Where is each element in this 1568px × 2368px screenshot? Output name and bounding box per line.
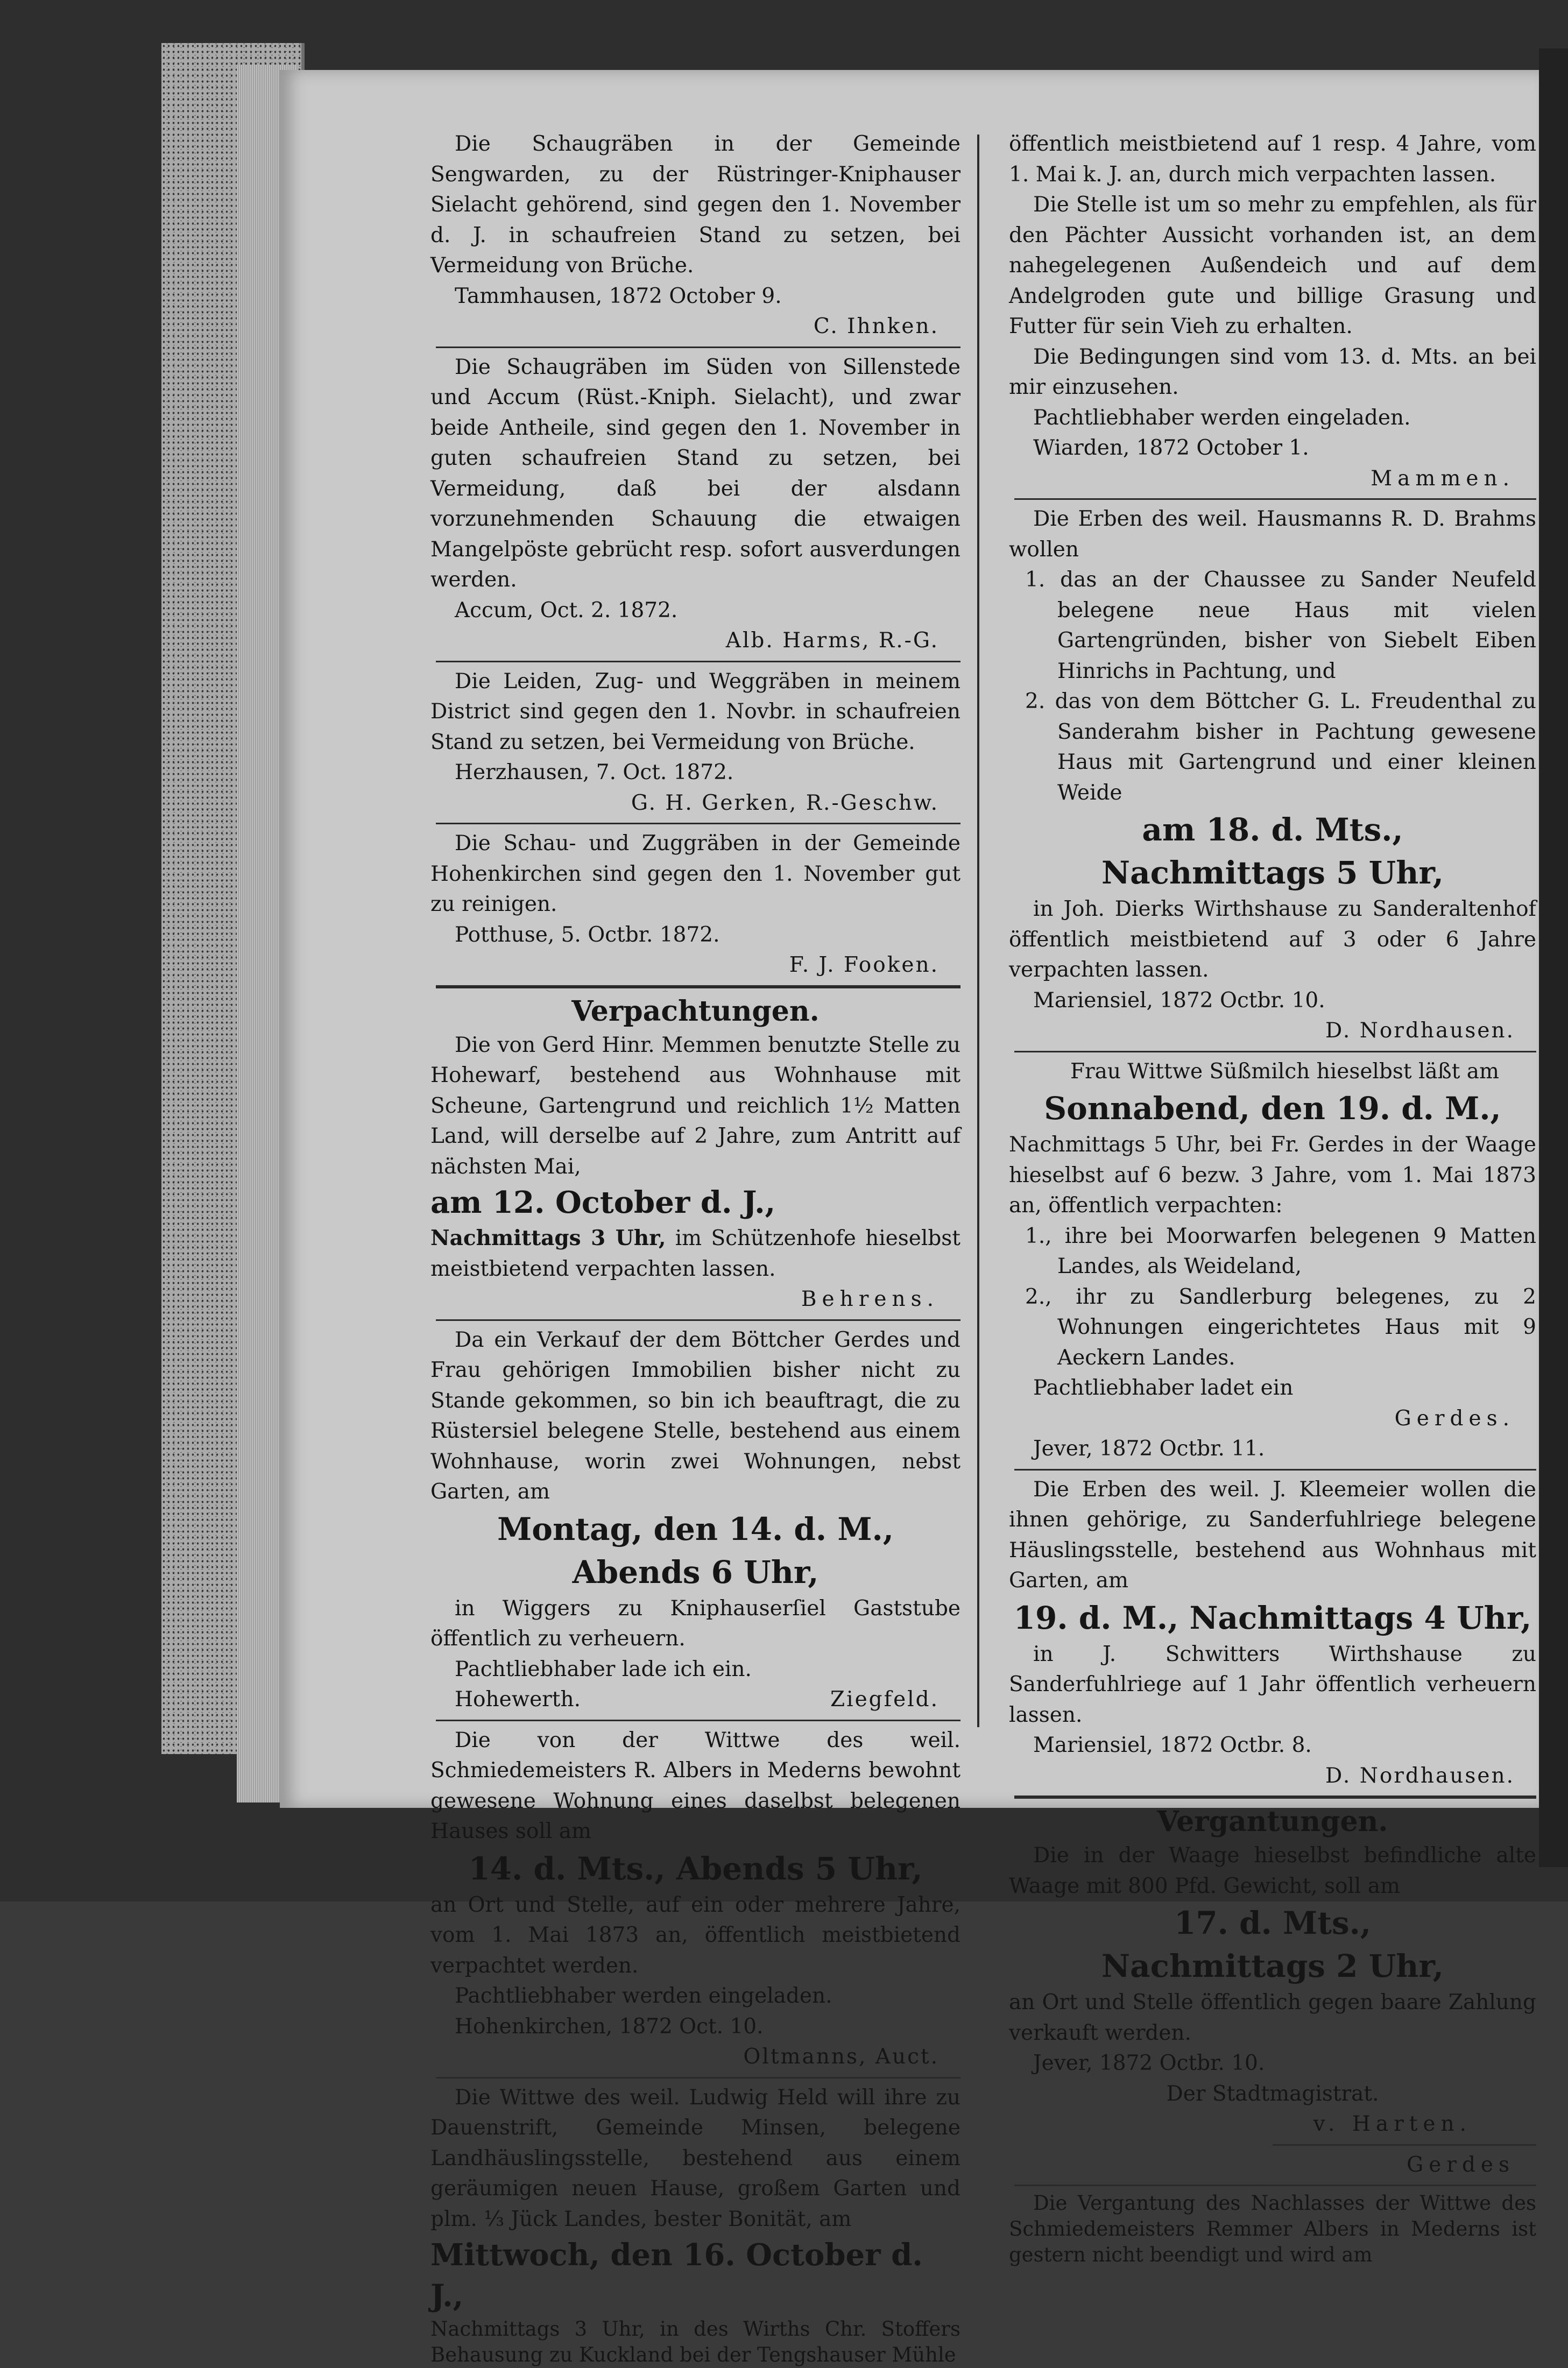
notice-signature: F. J. Fooken. xyxy=(430,950,960,981)
notice-time: Nachmittags 5 Uhr, xyxy=(1009,851,1536,894)
notice-signature: Oltmanns, Auct. xyxy=(430,2042,960,2073)
divider xyxy=(1014,1051,1536,1052)
section-divider xyxy=(436,985,960,988)
right-column xyxy=(1009,129,1536,2268)
divider xyxy=(436,1319,960,1321)
notice-rest: Nachmittags 3 Uhr, in des Wirths Chr. Stoffers Behausung zu Kuckland bei der Tengshauser Mühle xyxy=(430,2316,960,2368)
notice-date: am 18. d. Mts., xyxy=(1009,808,1536,851)
notice-date: am 12. October d. J., xyxy=(430,1182,960,1223)
notice-rest: in Wiggers zu Kniphauserſiel Gaststube öffentlich zu verheuern. xyxy=(430,1594,960,1655)
notice-sengwarden xyxy=(430,129,960,342)
divider xyxy=(1014,2185,1536,2186)
notice-signature: D. Nordhausen. xyxy=(1009,1761,1536,1792)
notice-text: Die Schau- und Zuggräben in der Gemeinde Hohenkirchen sind gegen den 1. November gut zu reinigen. xyxy=(430,829,960,920)
notice-suessmilch xyxy=(1009,1057,1536,1465)
list-item: 1. das an der Chaussee zu Sander Neufeld belegene neue Haus mit vielen Gartengründen, bisher von Siebelt Eiben Hinrichs in Pachtung, und xyxy=(1009,565,1536,687)
notice-place-date: Accum, Oct. 2. 1872. xyxy=(430,596,960,626)
notice-herzhausen xyxy=(430,667,960,819)
notice-time: Nachmittags 3 Uhr, xyxy=(430,1226,666,1250)
notice-text: öffentlich meistbietend auf 1 resp. 4 Jahre, vom 1. Mai k. J. an, durch mich verpachten lassen. xyxy=(1009,129,1536,190)
list-item: 1., ihre bei Moorwarfen belegenen 9 Matten Landes, als Weideland, xyxy=(1009,1221,1536,1282)
notice-rest: in J. Schwitters Wirthshause zu Sanderfuhlriege auf 1 Jahr öffentlich verheuern lassen. xyxy=(1009,1639,1536,1731)
notice-brahms xyxy=(1009,504,1536,1047)
notice-signature: D. Nordhausen. xyxy=(1009,1016,1536,1047)
divider xyxy=(1014,498,1536,500)
notice-signature: Mammen. xyxy=(1009,464,1536,494)
notice-text: Die Vergantung des Nachlasses der Wittwe des Schmiedemeisters Remmer Albers in Mederns ist gestern nicht beendigt und wird am xyxy=(1009,2190,1536,2268)
notice-place-date: Hohenkirchen, 1872 Oct. 10. xyxy=(430,2012,960,2042)
notice-signature: G. H. Gerken, R.-Geschw. xyxy=(430,788,960,819)
notice-date: 17. d. Mts., xyxy=(1009,1902,1536,1945)
list-item: 2., ihr zu Sandlerburg belegenes, zu 2 Wohnungen eingerichtetes Haus mit 9 Aeckern Landes. xyxy=(1009,1282,1536,1374)
notice-signature: Gerdes. xyxy=(1009,1404,1536,1434)
notice-waage xyxy=(1009,1841,1536,2180)
notice-place-date: Hohewerth. xyxy=(455,1685,581,1715)
section-heading-vergantungen: Vergantungen. xyxy=(1009,1803,1536,1841)
notice-authority: Der Stadtmagistrat. xyxy=(1009,2079,1536,2110)
notice-accum xyxy=(430,352,960,656)
notice-wiarden xyxy=(1009,129,1536,494)
notice-date: Mittwoch, den 16. October d. J., xyxy=(430,2235,960,2316)
notice-place-date: Wiarden, 1872 October 1. xyxy=(1009,433,1536,464)
notice-text: Die von Gerd Hinr. Memmen benutzte Stelle zu Hohewarf, bestehend aus Wohnhause mit Scheune, Gartengrund und reichlich 1½ Matten Land, will derselbe auf 2 Jahre, zum Antritt auf nächsten Mai, xyxy=(430,1030,960,1183)
notice-time: Nachmittags 2 Uhr, xyxy=(1009,1945,1536,1988)
notice-place-date: Herzhausen, 7. Oct. 1872. xyxy=(430,758,960,788)
notice-hohewarf xyxy=(430,1030,960,1315)
divider xyxy=(436,2077,960,2079)
divider xyxy=(436,347,960,348)
list-item: 2. das von dem Böttcher G. L. Freudenthal zu Sanderahm bisher in Pachtung gewesene Haus mit Gartengrund und einer kleinen Weide xyxy=(1009,687,1536,808)
notice-invitation: Pachtliebhaber werden eingeladen. xyxy=(1009,403,1536,434)
section-divider xyxy=(1014,1796,1536,1799)
notice-rest: an Ort und Stelle, auf ein oder mehrere Jahre, vom 1. Mai 1873 an, öffentlich meistbietend verpachtet werden. xyxy=(430,1890,960,1982)
notice-signature: v. Harten. xyxy=(1009,2109,1536,2140)
notice-text: Die Erben des weil. Hausmanns R. D. Brahms wollen xyxy=(1009,504,1536,565)
notice-footer xyxy=(430,1685,960,1715)
notice-mederns xyxy=(430,1726,960,2073)
notice-rest: in Joh. Dierks Wirthshause zu Sanderaltenhof öffentlich meistbietend auf 3 oder 6 Jahre verpachten lassen. xyxy=(1009,894,1536,986)
divider xyxy=(436,823,960,824)
notice-place-date: Jever, 1872 Octbr. 11. xyxy=(1009,1434,1536,1465)
notice-time-line xyxy=(430,1223,960,1284)
notice-text: Die Schaugräben im Süden von Sillenstede und Accum (Rüst.-Kniph. Sielacht), und zwar beide Antheile, sind gegen den 1. November in guten schaufreien Stand zu setzen, bei Vermeidung, daß bei der alsdann vorzunehmenden Schauung die etwaigen Mangelpöste gebrücht resp. sofort ausverdungen werden. xyxy=(430,352,960,596)
notice-albers-vergantung xyxy=(1009,2190,1536,2268)
notice-place-date: Jever, 1872 Octbr. 10. xyxy=(1009,2048,1536,2079)
notice-text: Frau Wittwe Süßmilch hieselbst läßt am xyxy=(1009,1057,1536,1087)
notice-signature: C. Ihnken. xyxy=(430,312,960,342)
notice-invitation: Pachtliebhaber ladet ein xyxy=(1009,1373,1536,1404)
notice-date: 14. d. Mts., Abends 5 Uhr, xyxy=(430,1847,960,1890)
notice-text: Die von der Wittwe des weil. Schmiedemeisters R. Albers in Mederns bewohnt gewesene Wohnung eines daselbst belegenen Hauses soll am xyxy=(430,1726,960,1847)
notice-rest: an Ort und Stelle öffentlich gegen baare Zahlung verkauft werden. xyxy=(1009,1988,1536,2048)
notice-dauenstrift xyxy=(430,2083,960,2368)
notice-place-date: Mariensiel, 1872 Octbr. 8. xyxy=(1009,1730,1536,1761)
divider xyxy=(436,661,960,662)
left-column xyxy=(430,129,960,2368)
notice-place-date: Tammhausen, 1872 October 9. xyxy=(430,281,960,312)
notice-invitation: Pachtliebhaber lade ich ein. xyxy=(430,1655,960,1685)
notice-paragraph: Die Bedingungen sind vom 13. d. Mts. an bei mir einzusehen. xyxy=(1009,342,1536,403)
column-divider xyxy=(977,135,979,1727)
divider xyxy=(436,1720,960,1721)
notice-text: Die Leiden, Zug- und Weggräben in meinem District sind gegen den 1. Novbr. in schaufreien Stand zu setzen, bei Vermeidung von Brüche. xyxy=(430,667,960,758)
notice-rest: im Schützenhofe hieselbst meistbietend verpachten lassen. xyxy=(430,1226,960,1281)
short-divider xyxy=(1273,2144,1536,2146)
notice-kleemeier xyxy=(1009,1475,1536,1792)
notice-potthuse xyxy=(430,829,960,981)
notice-place-date: Potthuse, 5. Octbr. 1872. xyxy=(430,920,960,951)
notice-text: Die Wittwe des weil. Ludwig Held will ihre zu Dauenstrift, Gemeinde Minsen, belegene Landhäuslingsstelle, bestehend aus einem geräumigen neuen Hause, großem Garten und plm. ⅓ Jück Landes, bester Bonität, am xyxy=(430,2083,960,2235)
section-heading-verpachtungen: Verpachtungen. xyxy=(430,993,960,1030)
dark-right-edge xyxy=(1539,48,1568,1867)
divider xyxy=(1014,1469,1536,1471)
notice-text: Die Schaugräben in der Gemeinde Sengwarden, zu der Rüstringer-Kniphauser Sielacht gehörend, sind gegen den 1. November d. J. in schaufreien Stand zu setzen, bei Vermeidung von Brüche. xyxy=(430,129,960,281)
notice-date: 19. d. M., Nachmittags 4 Uhr, xyxy=(1009,1596,1536,1639)
notice-paragraph: Die Stelle ist um so mehr zu empfehlen, als für den Pächter Aussicht vorhanden ist, an dem nahegelegenen Außendeich und auf dem Andelgroden gute und billige Grasung und Futter für sein Vieh zu erhalten. xyxy=(1009,190,1536,342)
notice-ruestersiel xyxy=(430,1325,960,1715)
notice-signature: Alb. Harms, R.-G. xyxy=(430,626,960,656)
notice-text: Da ein Verkauf der dem Böttcher Gerdes und Frau gehörigen Immobilien bisher nicht zu Stande gekommen, so bin ich beauftragt, die zu Rüstersiel belegene Stelle, bestehend aus einem Wohnhause, worin zwei Wohnungen, nebst Garten, am xyxy=(430,1325,960,1508)
notice-signature: Ziegfeld. xyxy=(830,1685,939,1715)
notice-text: Die Erben des weil. J. Kleemeier wollen die ihnen gehörige, zu Sanderfuhlriege belegene Häuslingsstelle, bestehend aus Wohnhaus mit Garten, am xyxy=(1009,1475,1536,1596)
notice-date: Sonnabend, den 19. d. M., xyxy=(1009,1087,1536,1130)
notice-place-date: Mariensiel, 1872 Octbr. 10. xyxy=(1009,986,1536,1016)
notice-time: Abends 6 Uhr, xyxy=(430,1551,960,1594)
notice-date: Montag, den 14. d. M., xyxy=(430,1508,960,1551)
notice-text: Die in der Waage hieselbst befindliche alte Waage mit 800 Pfd. Gewicht, soll am xyxy=(1009,1841,1536,1902)
notice-signature-secondary: Gerdes xyxy=(1009,2150,1536,2181)
notice-rest: Nachmittags 5 Uhr, bei Fr. Gerdes in der Waage hieselbst auf 6 bezw. 3 Jahre, vom 1. Mai 1873 an, öffentlich verpachten: xyxy=(1009,1130,1536,1221)
notice-signature: Behrens. xyxy=(430,1284,960,1315)
notice-invitation: Pachtliebhaber werden eingeladen. xyxy=(430,1981,960,2012)
